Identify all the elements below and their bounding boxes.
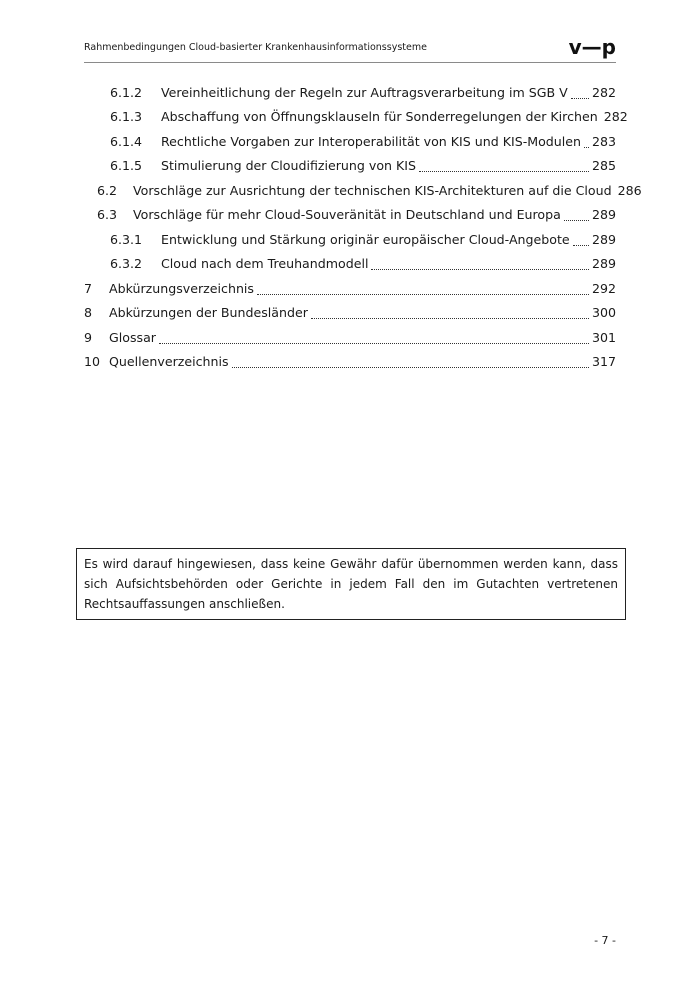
toc-dot-leader bbox=[371, 259, 588, 270]
toc-entry-number: 6.1.4 bbox=[110, 133, 143, 149]
toc-entry-page: 283 bbox=[591, 133, 616, 149]
toc-entry-page: 317 bbox=[591, 354, 616, 370]
toc-entry-title: Abkürzungen der Bundesländer bbox=[109, 305, 308, 321]
toc-entry-title: Vorschläge für mehr Cloud-Souveränität in Deutschland und Europa bbox=[133, 207, 561, 223]
table-of-contents bbox=[84, 80, 642, 374]
toc-entry[interactable] bbox=[84, 325, 616, 350]
toc-entry-page: 289 bbox=[591, 256, 616, 272]
toc-entry-number: 6.3 bbox=[97, 207, 118, 223]
page-header bbox=[84, 35, 616, 63]
toc-entry[interactable] bbox=[84, 252, 616, 277]
toc-entry-page: 289 bbox=[591, 231, 616, 247]
toc-entry-title: Entwicklung und Stärkung originär europäischer Cloud-Angebote bbox=[161, 231, 570, 247]
toc-entry-page: 282 bbox=[603, 109, 628, 125]
toc-entry-page: 300 bbox=[591, 305, 616, 321]
toc-dot-leader bbox=[571, 88, 589, 99]
toc-entry-page: 292 bbox=[591, 280, 616, 296]
toc-dot-leader bbox=[564, 210, 589, 221]
toc-entry-title: Stimulierung der Cloudifizierung von KIS bbox=[161, 158, 416, 174]
toc-entry[interactable] bbox=[84, 154, 616, 179]
toc-entry[interactable] bbox=[84, 301, 616, 326]
toc-entry-page: 282 bbox=[591, 84, 616, 100]
document-title: Rahmenbedingungen Cloud-basierter Krankenhausinformationssysteme bbox=[84, 42, 427, 53]
toc-dot-leader bbox=[257, 284, 589, 295]
toc-entry-page: 301 bbox=[591, 329, 616, 345]
toc-dot-leader bbox=[419, 161, 589, 172]
toc-entry[interactable] bbox=[84, 105, 628, 130]
toc-entry-title: Vorschläge zur Ausrichtung der technischen KIS-Architekturen auf die Cloud bbox=[133, 182, 612, 198]
toc-entry-title: Quellenverzeichnis bbox=[109, 354, 229, 370]
toc-dot-leader bbox=[232, 357, 589, 368]
disclaimer-notice: Es wird darauf hingewiesen, dass keine Gewähr dafür übernommen werden kann, dass sich Aufsichtsbehörden oder Gerichte in jedem Fall den im Gutachten vertretenen Rechtsauffassungen anschließen. bbox=[76, 548, 626, 620]
toc-entry[interactable] bbox=[84, 227, 616, 252]
toc-entry-number: 6.1.2 bbox=[110, 84, 143, 100]
toc-entry-number: 8 bbox=[84, 305, 93, 321]
toc-entry-page: 285 bbox=[591, 158, 616, 174]
toc-entry-title: Abkürzungsverzeichnis bbox=[109, 280, 254, 296]
toc-entry-number: 6.1.3 bbox=[110, 109, 143, 125]
toc-entry-number: 7 bbox=[84, 280, 93, 296]
toc-entry-title: Rechtliche Vorgaben zur Interoperabilität von KIS und KIS-Modulen bbox=[161, 133, 582, 149]
toc-entry[interactable] bbox=[84, 350, 616, 375]
toc-entry-title: Cloud nach dem Treuhandmodell bbox=[161, 256, 369, 272]
toc-entry[interactable] bbox=[84, 129, 616, 154]
toc-dot-leader bbox=[573, 235, 589, 246]
toc-entry-number: 9 bbox=[84, 329, 93, 345]
toc-entry-title: Vereinheitlichung der Regeln zur Auftragsverarbeitung im SGB V bbox=[161, 84, 568, 100]
toc-dot-leader bbox=[584, 137, 589, 148]
vp-logo: v—p bbox=[568, 35, 616, 59]
page-number: - 7 - bbox=[594, 934, 616, 947]
toc-entry-page: 289 bbox=[591, 207, 616, 223]
toc-entry-number: 6.3.1 bbox=[110, 231, 143, 247]
toc-entry[interactable] bbox=[84, 276, 616, 301]
toc-entry[interactable] bbox=[84, 80, 616, 105]
toc-entry-title: Glossar bbox=[109, 329, 156, 345]
toc-entry[interactable] bbox=[84, 178, 642, 203]
toc-entry-number: 6.2 bbox=[97, 182, 118, 198]
toc-entry-page: 286 bbox=[617, 182, 642, 198]
toc-dot-leader bbox=[159, 333, 589, 344]
toc-entry[interactable] bbox=[84, 203, 616, 228]
toc-entry-title: Abschaffung von Öffnungsklauseln für Sonderregelungen der Kirchen bbox=[161, 109, 598, 125]
toc-dot-leader bbox=[311, 308, 589, 319]
toc-entry-number: 6.3.2 bbox=[110, 256, 143, 272]
toc-entry-number: 10 bbox=[84, 354, 101, 370]
toc-entry-number: 6.1.5 bbox=[110, 158, 143, 174]
